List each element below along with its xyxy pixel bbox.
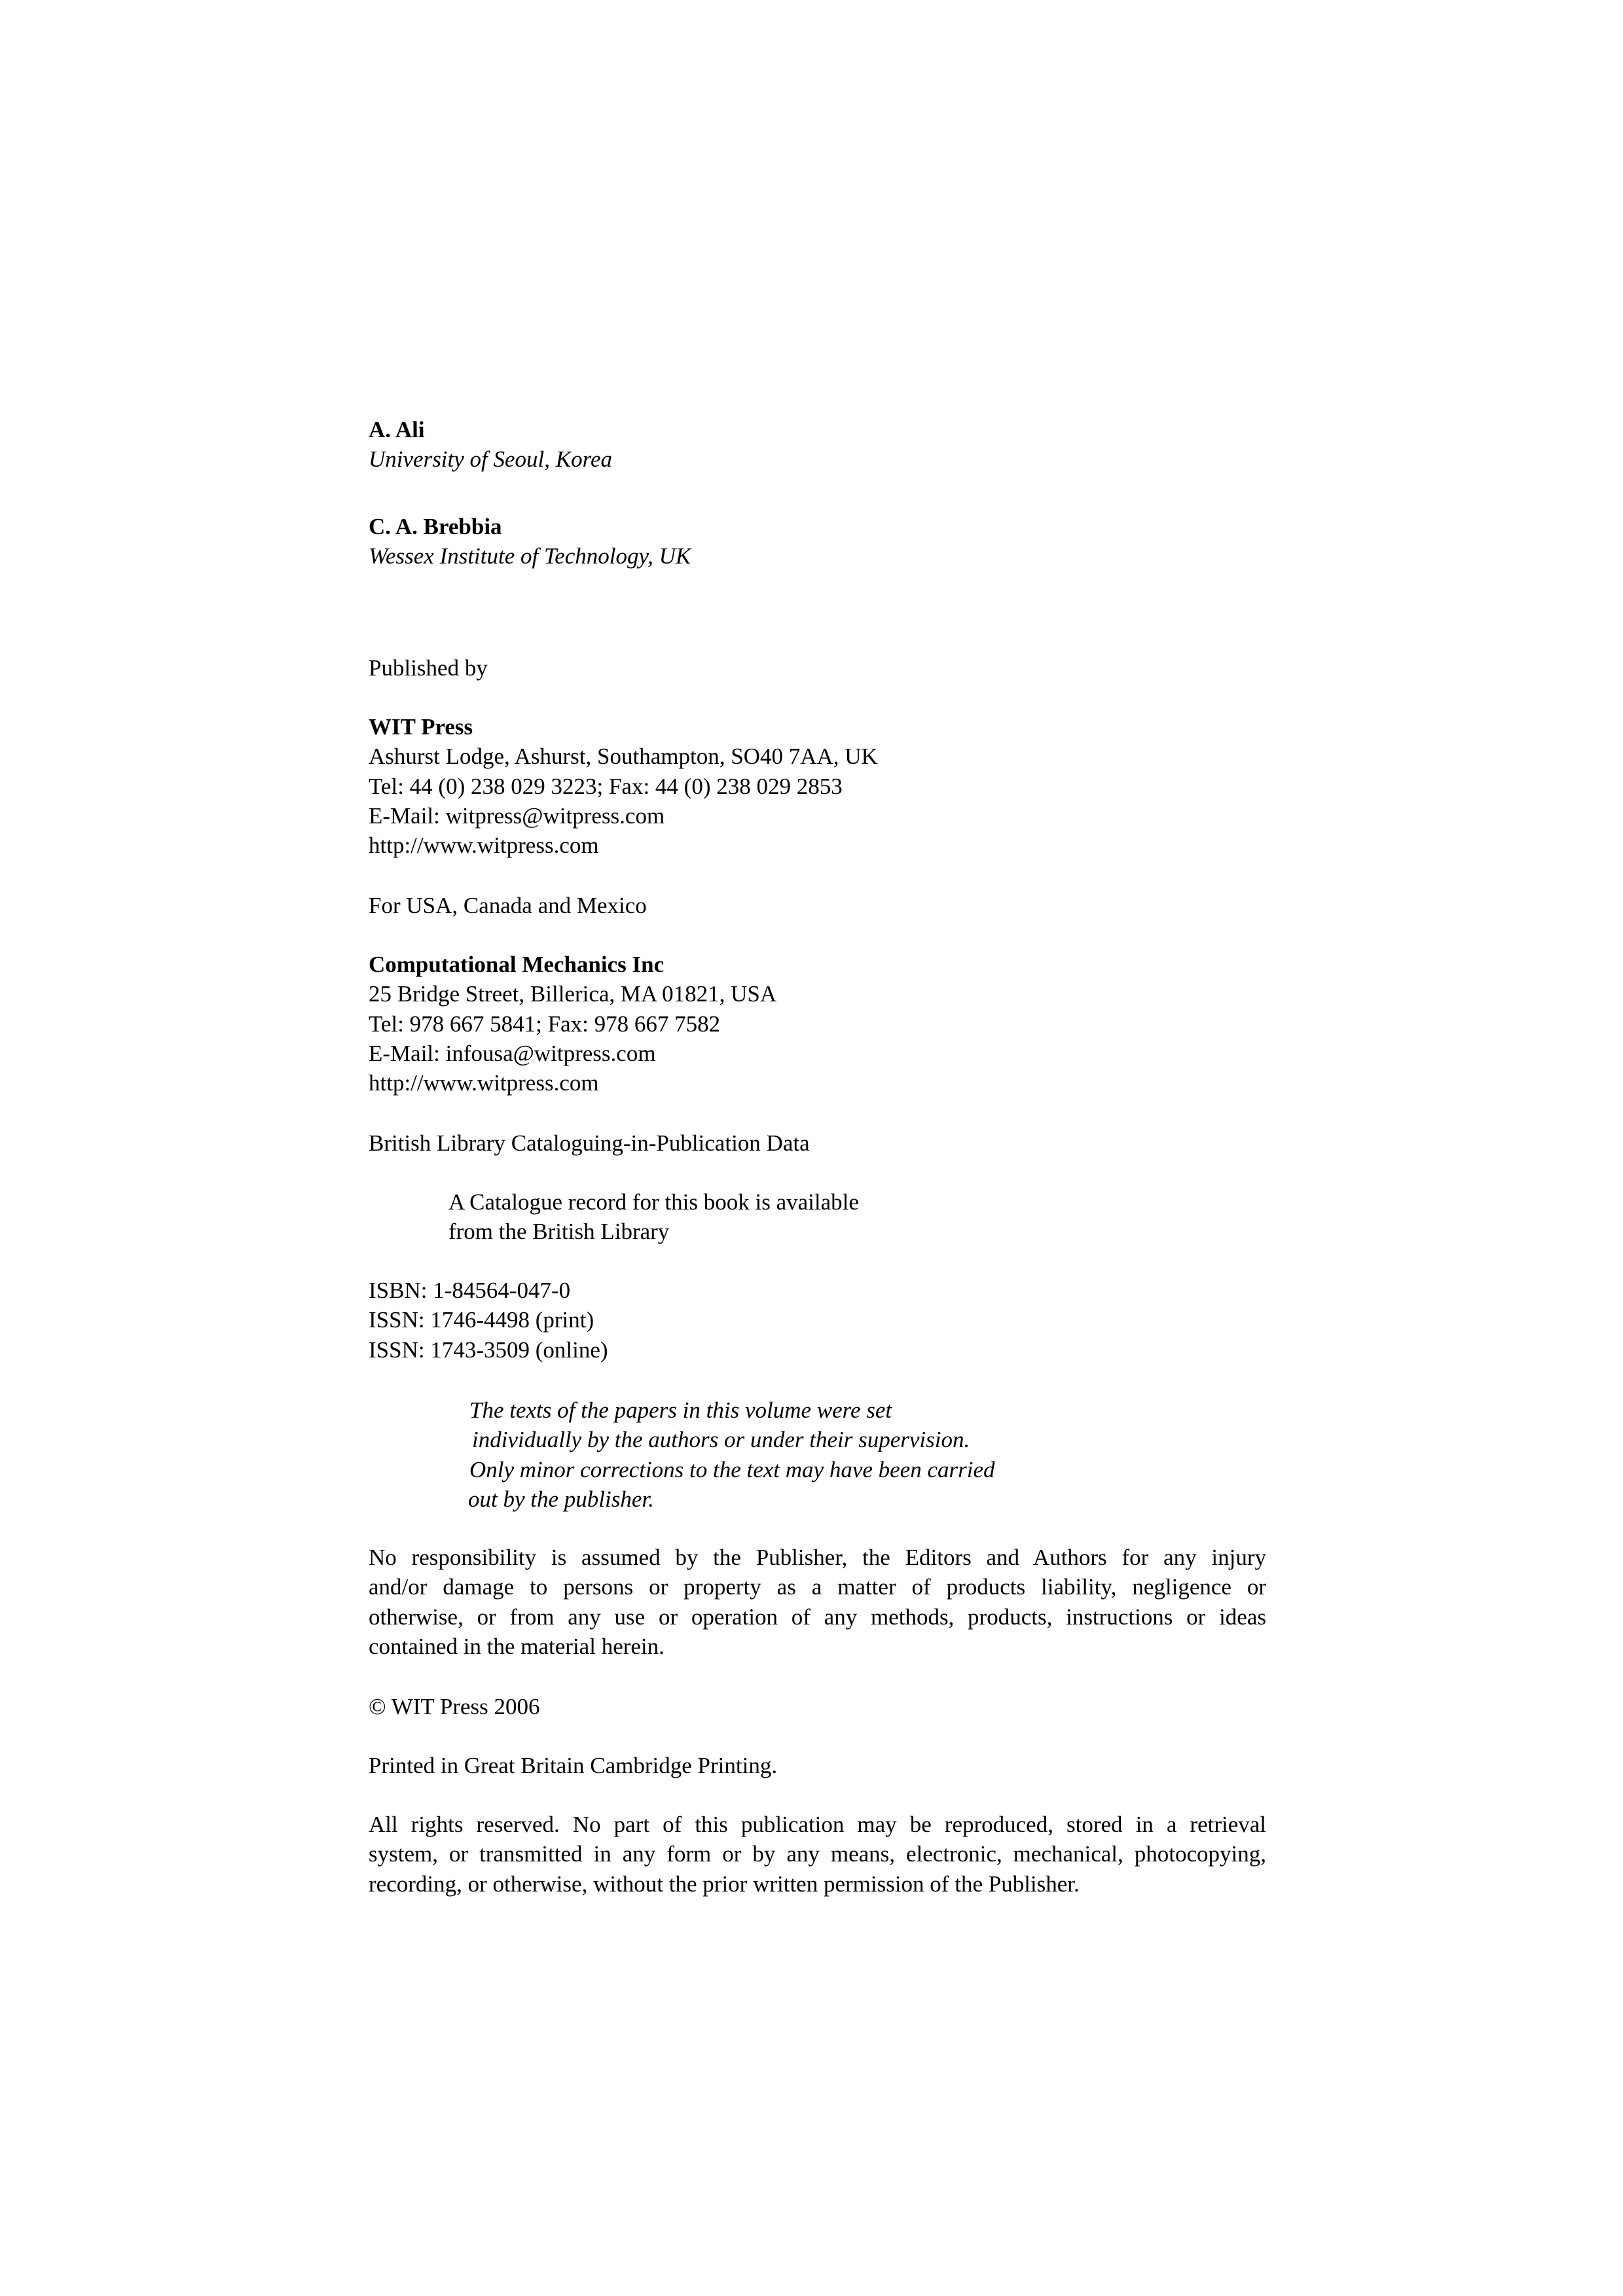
printed-in: Printed in Great Britain Cambridge Printing. bbox=[369, 1753, 778, 1778]
us-publisher-address: 25 Bridge Street, Billerica, MA 01821, USA bbox=[369, 981, 777, 1007]
identifiers bbox=[369, 1276, 608, 1365]
editor-name: A. Ali bbox=[369, 417, 425, 442]
issn-online: ISSN: 1743-3509 (online) bbox=[369, 1336, 608, 1363]
us-publisher-name: Computational Mechanics Inc bbox=[369, 952, 665, 977]
publisher-block bbox=[369, 712, 878, 860]
disclaimer: No responsibility is assumed by the Publisher, the Editors and Authors for any injury and/or damage to persons or property as a matter of products liability, negligence or otherwise, or from any use or operation of any methods, products, instructions or ideas contained in the material herein. bbox=[369, 1545, 1266, 1659]
typesetting-note: The texts of the papers in this volume were set individually by the authors or under their supervision. Only minor corrections to the text may have been carried out by the publisher. bbox=[468, 1397, 995, 1512]
editor-affiliation: University of Seoul, Korea bbox=[369, 446, 612, 473]
issn-print: ISSN: 1746-4498 (print) bbox=[369, 1307, 594, 1333]
publisher-name: WIT Press bbox=[369, 714, 473, 740]
publisher-email: E-Mail: witpress@witpress.com bbox=[369, 802, 665, 829]
published-by: Published by bbox=[369, 655, 488, 681]
isbn: ISBN: 1-84564-047-0 bbox=[369, 1278, 571, 1303]
publisher-url: http://www.witpress.com bbox=[369, 833, 599, 859]
us-publisher-block bbox=[369, 950, 776, 1098]
editor-name: C. A. Brebbia bbox=[369, 514, 502, 539]
publisher-phone: Tel: 44 (0) 238 029 3223; Fax: 44 (0) 238 029 2853 bbox=[369, 773, 843, 799]
copyright: © WIT Press 2006 bbox=[369, 1694, 540, 1719]
editor-1 bbox=[369, 415, 612, 475]
cip-heading: British Library Cataloguing-in-Publication Data bbox=[369, 1130, 810, 1156]
us-publisher-phone: Tel: 978 667 5841; Fax: 978 667 7582 bbox=[369, 1011, 721, 1037]
us-note: For USA, Canada and Mexico bbox=[369, 893, 647, 918]
us-publisher-url: http://www.witpress.com bbox=[369, 1070, 599, 1096]
editor-affiliation: Wessex Institute of Technology, UK bbox=[369, 543, 691, 569]
cip-record: A Catalogue record for this book is available from the British Library bbox=[448, 1189, 859, 1245]
editor-2 bbox=[369, 512, 691, 571]
publisher-address: Ashurst Lodge, Ashurst, Southampton, SO40 7AA, UK bbox=[369, 744, 878, 770]
rights-reserved: All rights reserved. No part of this publication may be reproduced, stored in a retrieval system, or transmitted in any form or by any means, electronic, mechanical, photocopying, recording, or otherwise, without the prior written permission of the Publisher. bbox=[369, 1812, 1266, 1897]
us-publisher-email: E-Mail: infousa@witpress.com bbox=[369, 1040, 656, 1066]
